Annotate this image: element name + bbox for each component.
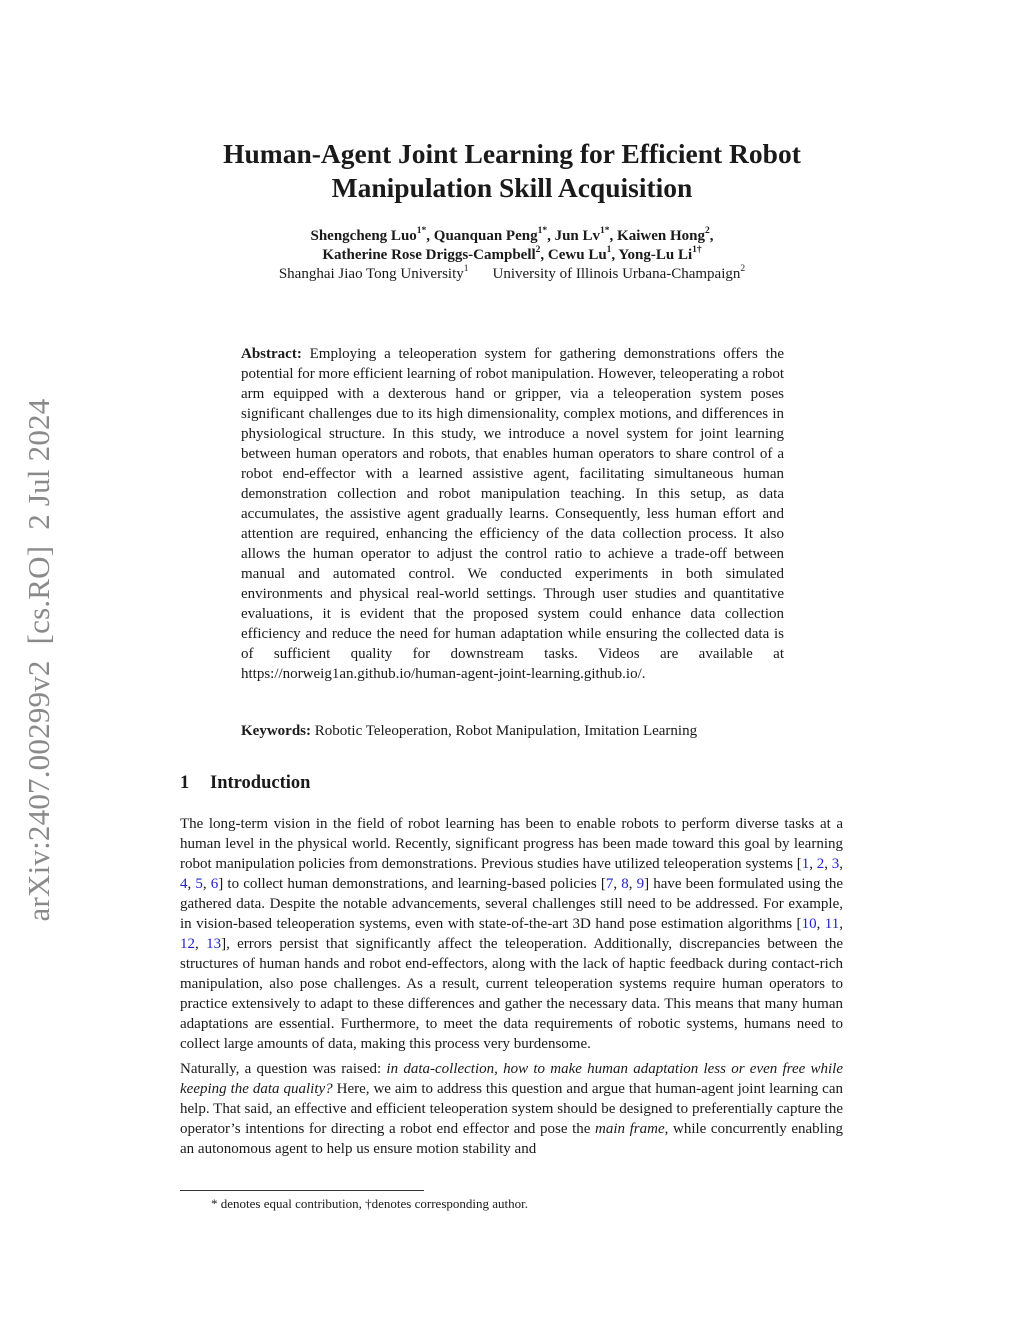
arxiv-category: [cs.RO] <box>21 545 56 645</box>
footnote-divider <box>180 1190 424 1191</box>
author: Kaiwen Hong$^2$, <box>617 226 714 244</box>
arxiv-date: 2 Jul 2024 <box>21 398 56 530</box>
research-question: in data-collection, how to make human adaptation less or even free while keeping the data quality? <box>180 1061 843 1097</box>
author: Katherine Rose Driggs-Campbell$^2$, <box>322 245 548 263</box>
footnote: * denotes equal contribution, †denotes corresponding author. <box>211 1196 528 1211</box>
section-number: 1 <box>180 773 190 793</box>
author: Shengcheng Luo$^{1*}$, <box>310 226 434 244</box>
citation-link[interactable]: 1 <box>801 856 810 872</box>
paragraph: Naturally, a question was raised: in data-collection, how to make human adaptation less or even free while keeping the data quality? Here, we aim to address this question and argue that human-agent joint learning can help. That said, an effective and efficient teleoperation system should be designed to preferentially capture the operator’s intentions for directing a robot end effector and pose the main frame, while concurrently enabling an autonomous agent to help us ensure motion stability and <box>180 1061 843 1157</box>
author-list <box>150 227 874 265</box>
arxiv-sidebar <box>8 380 70 940</box>
title-line-2: Manipulation Skill Acquisition <box>331 172 693 203</box>
arxiv-id: arXiv:2407.00299v2 <box>21 660 56 922</box>
keywords-label: Keywords: <box>241 723 311 739</box>
abstract <box>241 344 784 684</box>
introduction-body <box>180 814 843 1164</box>
citation-link[interactable]: 6 <box>210 876 219 892</box>
author: Quanquan Peng$^{1*}$, <box>433 226 555 244</box>
citation-link[interactable]: 3 <box>831 856 840 872</box>
keywords-text: Robotic Teleoperation, Robot Manipulation, Imitation Learning <box>314 723 698 739</box>
affiliations <box>150 265 874 284</box>
citation-link[interactable]: 2 <box>816 856 825 872</box>
abstract-label: Abstract: <box>241 346 302 362</box>
paper-title <box>150 137 874 205</box>
citation-link[interactable]: 13 <box>206 936 222 952</box>
citation-link[interactable]: 10 <box>801 916 817 932</box>
paragraph: The long-term vision in the field of robot learning has been to enable robots to perform diverse tasks at a human level in the physical world. Recently, significant progress has been made toward this goal by learning robot manipulation policies from demonstrations. Previous studies have utilized teleoperation systems [1, 2, 3, 4, 5, 6] to collect human demonstrations, and learning-based policies [7, 8, 9] have been formulated using the gathered data. Despite the notable advancements, several challenges still need to be addressed. For example, in vision-based teleoperation systems, even with state-of-the-art 3D hand pose estimation algorithms [10, 11, 12, 13], errors persist that significantly affect the teleoperation. Additionally, discrepancies between the structures of human hands and robot end-effectors, along with the lack of haptic feedback during contact-rich manipulation, also pose challenges. As a result, current teleoperation systems require human operators to practice extensively to adapt to these differences and gather the necessary data. This means that many human adaptations are essential. Furthermore, to meet the data requirements of robotic systems, humans need to collect large amounts of data, making this process very burdensome. <box>180 816 844 1052</box>
keywords <box>241 721 801 741</box>
citation-link[interactable]: 11 <box>824 916 840 932</box>
arxiv-stamp <box>21 399 57 922</box>
author: Cewu Lu$^1$, <box>547 245 619 263</box>
citation-link[interactable]: 4 <box>180 876 188 892</box>
section-title: Introduction <box>210 773 311 793</box>
citation-link[interactable]: 5 <box>195 876 203 892</box>
citation-link[interactable]: 7 <box>605 876 614 892</box>
author: Jun $Lv^{1*}$, <box>554 226 618 244</box>
affiliation: University of Illinois Urbana-Champaign$^2$ <box>492 264 746 282</box>
section-heading-introduction <box>180 772 310 794</box>
author: Yong-Lu $Li^{1\dagger}$ <box>618 245 702 263</box>
citation-link[interactable]: 12 <box>180 936 195 952</box>
citation-link[interactable]: 9 <box>636 876 645 892</box>
affiliation: Shanghai Jiao Tong University$^1$ <box>278 264 469 282</box>
emphasis: main frame <box>595 1121 665 1137</box>
citation-link[interactable]: 8 <box>621 876 629 892</box>
title-line-1: Human-Agent Joint Learning for Efficient Robot <box>223 138 801 169</box>
abstract-text: Employing a teleoperation system for gathering demonstrations offers the potential for more efficient learning of robot manipulation. However, teleoperating a robot arm equipped with a dexterous hand or gripper, via a teleoperation system poses significant challenges due to its high dimensionality, complex motions, and differences in physiological structure. In this study, we introduce a novel system for joint learning between human operators and robots, that enables human operators to share control of a robot end-effector with a learned assistive agent, facilitating simultaneous human demonstration collection and robot manipulation teaching. In this setup, as data accumulates, the assistive agent gradually learns. Consequently, less human effort and attention are required, enhancing the efficiency of the data collection process. It also allows the human operator to adjust the control ratio to achieve a trade-off between manual and automated control. We conducted experiments in both simulated environments and physical real-world settings. Through user studies and quantitative evaluations, it is evident that the proposed system could enhance data collection efficiency and reduce the need for human adaptation while ensuring the collected data is of sufficient quality for downstream tasks. Videos are available at https://norweig1an.github.io/human-agent-joint-learning.github.io/. <box>241 346 785 682</box>
